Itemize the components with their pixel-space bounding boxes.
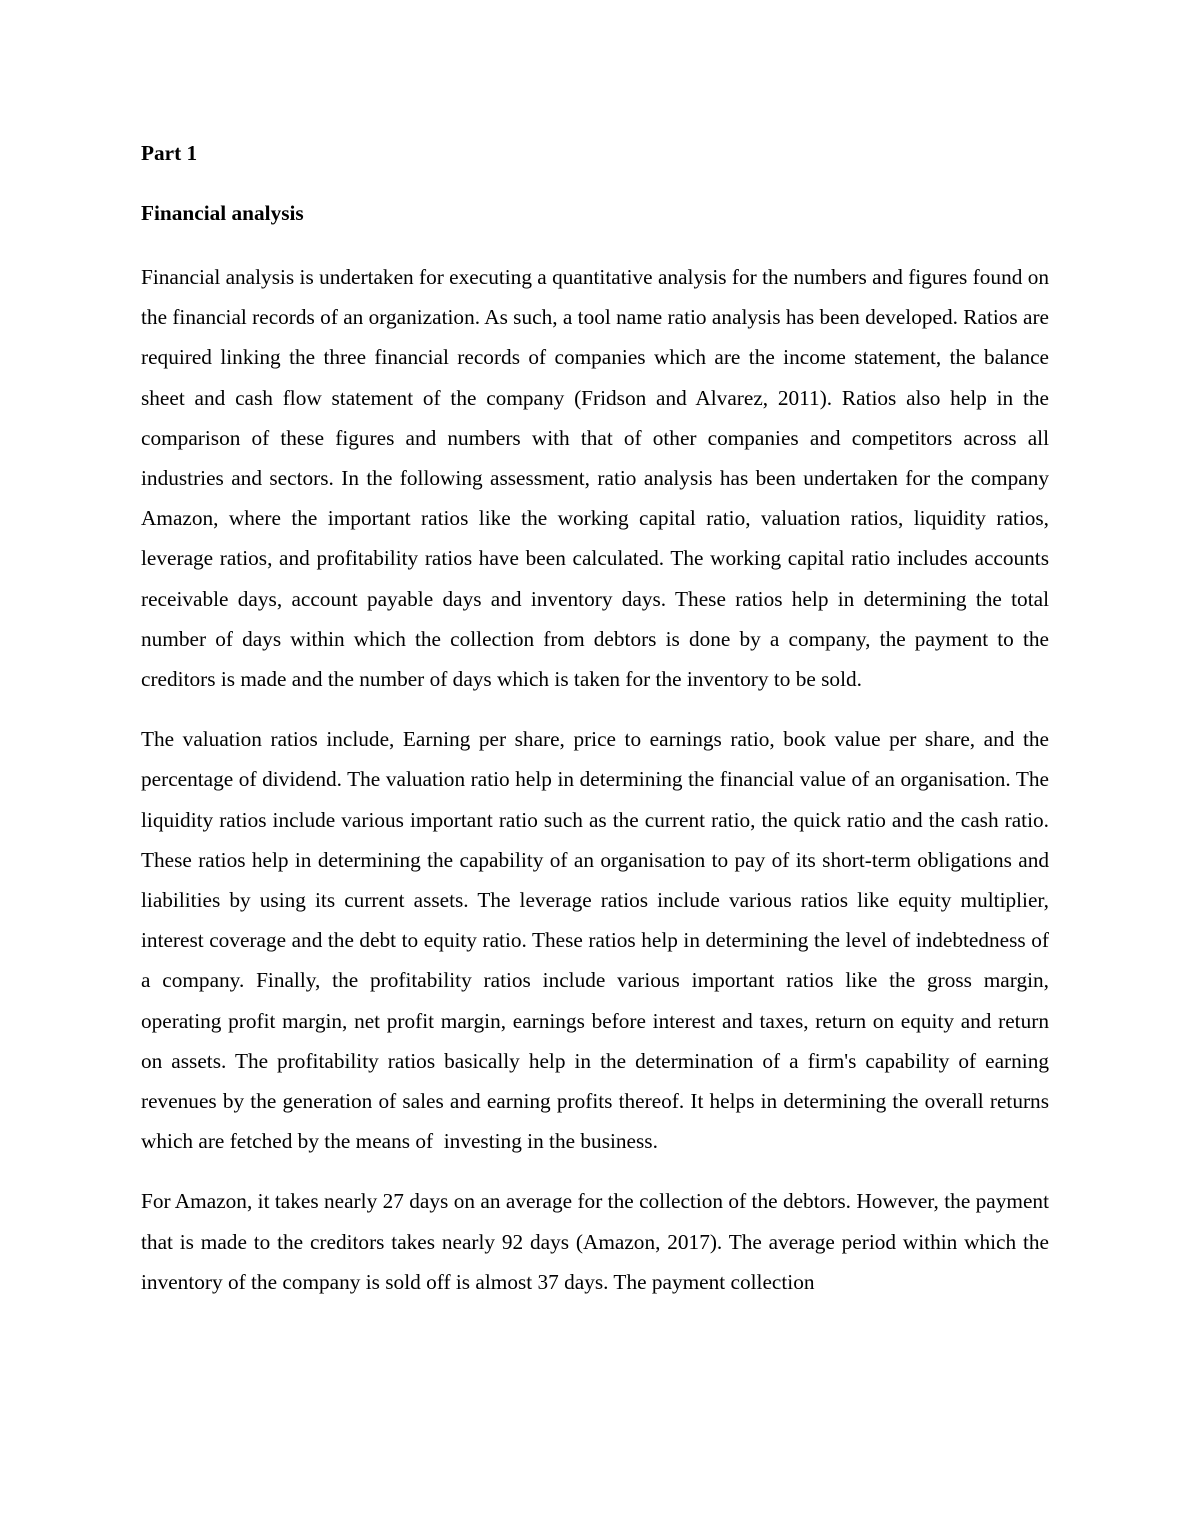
part-heading: Part 1	[141, 141, 198, 165]
paragraph-intro: Financial analysis is undertaken for executing a quantitative analysis for the numbers and figures found on the financial records of an organization. As such, a tool name ratio analysis has been developed. Ratios are required linking the three financial records of companies which are the income statement, the balance sheet and cash flow statement of the company (Fridson and Alvarez, 2011). Ratios also help in the comparison of these figures and numbers with that of other companies and competitors across all industries and sectors. In the following assessment, ratio analysis has been undertaken for the company Amazon, where the important ratios like the working capital ratio, valuation ratios, liquidity ratios, leverage ratios, and profitability ratios have been calculated. The working capital ratio includes accounts receivable days, account payable days and inventory days. These ratios help in determining the total number of days within which the collection from debtors is done by a company, the payment to the creditors is made and the number of days which is taken for the inventory to be sold.	[141, 265, 1055, 692]
paragraph-amazon: For Amazon, it takes nearly 27 days on an average for the collection of the debtors. However, the payment that is made to the creditors takes nearly 92 days (Amazon, 2017). The average period within which the inventory of the company is sold off is almost 37 days. The payment collection	[141, 1189, 1055, 1294]
paragraph-ratios: The valuation ratios include, Earning per share, price to earnings ratio, book value per share, and the percentage of dividend. The valuation ratio help in determining the financial value of an organisation. The liquidity ratios include various important ratio such as the current ratio, the quick ratio and the cash ratio. These ratios help in determining the capability of an organisation to pay of its short-term obligations and liabilities by using its current assets. The leverage ratios include various ratios like equity multiplier, interest coverage and the debt to equity ratio. These ratios help in determining the level of indebtedness of a company. Finally, the profitability ratios include various important ratios like the gross margin, operating profit margin, net profit margin, earnings before interest and taxes, return on equity and return on assets. The profitability ratios basically help in the determination of a firm's capability of earning revenues by the generation of sales and earning profits thereof. It helps in determining the overall returns which are fetched by the means of investing in the business.	[141, 727, 1055, 1154]
section-heading: Financial analysis	[141, 201, 304, 225]
document-body	[141, 138, 1055, 1322]
